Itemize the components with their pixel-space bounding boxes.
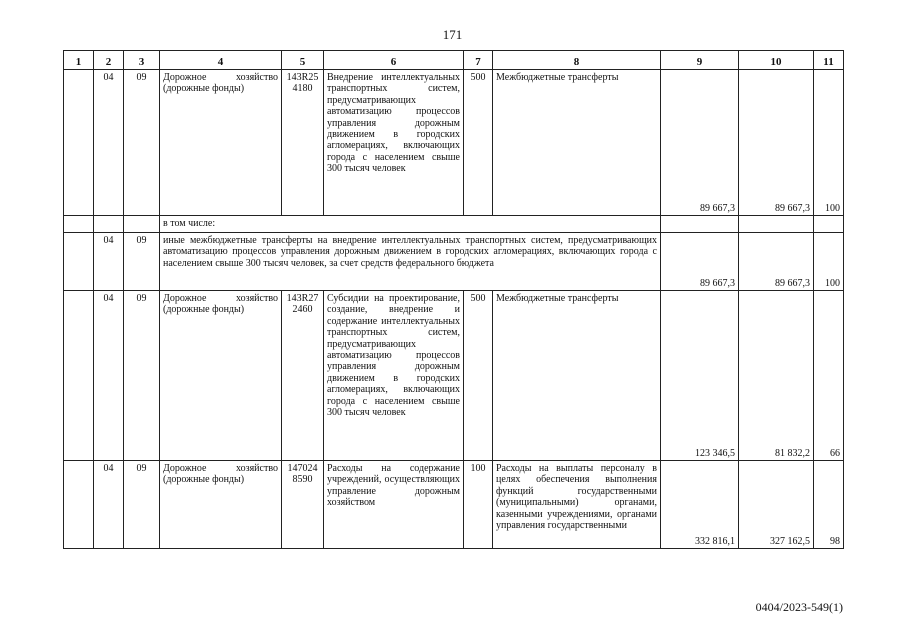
column-number: 3	[124, 51, 160, 70]
cell-empty	[64, 461, 94, 549]
target-article-name: Внедрение интеллектуальных транспортных систем, предусматривающих автоматизацию процессов управления дорожным движением в городских агломерациях, включающих города с населением свыше 300 тысяч человек	[324, 70, 464, 216]
table-row	[64, 291, 844, 461]
subsection-code: 09	[124, 461, 160, 549]
section-code: 04	[94, 233, 124, 291]
section-code: 04	[94, 291, 124, 461]
target-article-code: 143R27 2460	[282, 291, 324, 461]
expense-type-name: Расходы на выплаты персоналу в целях обеспечения выполнения функций государственными (муниципальными) органами, казенными учреждениями, органами управления государственными	[493, 461, 661, 549]
budget-table	[63, 50, 844, 549]
target-article-name: Расходы на содержание учреждений, осуществляющих управление дорожным хозяйством	[324, 461, 464, 549]
subsection-name: Дорожное хозяйство (дорожные фонды)	[160, 291, 282, 461]
expense-type-name: Межбюджетные трансферты	[493, 291, 661, 461]
column-number-row	[64, 51, 844, 70]
subsection-code: 09	[124, 70, 160, 216]
cell-empty	[814, 216, 844, 233]
column-number: 1	[64, 51, 94, 70]
cell-empty	[661, 216, 739, 233]
executed-amount: 89 667,3	[739, 233, 814, 291]
execution-percent: 66	[814, 291, 844, 461]
table-row	[64, 233, 844, 291]
expense-type-code: 500	[464, 70, 493, 216]
transfer-description: иные межбюджетные трансферты на внедрение интеллектуальных транспортных систем, предусматривающих автоматизацию процессов управления дорожным движением в городских агломерациях, включающих города с населением свыше 300 тысяч человек, за счет средств федерального бюджета	[160, 233, 661, 291]
subsection-code: 09	[124, 291, 160, 461]
cell-empty	[64, 291, 94, 461]
table-row	[64, 216, 844, 233]
planned-amount: 332 816,1	[661, 461, 739, 549]
cell-empty	[64, 233, 94, 291]
page-number: 171	[442, 27, 463, 42]
cell-empty	[64, 216, 94, 233]
execution-percent: 100	[814, 233, 844, 291]
column-number: 8	[493, 51, 661, 70]
column-number: 6	[324, 51, 464, 70]
expense-type-code: 500	[464, 291, 493, 461]
cell-empty	[124, 216, 160, 233]
table-row	[64, 70, 844, 216]
expense-type-name: Межбюджетные трансферты	[493, 70, 661, 216]
executed-amount: 89 667,3	[739, 70, 814, 216]
column-number: 7	[464, 51, 493, 70]
executed-amount: 81 832,2	[739, 291, 814, 461]
execution-percent: 98	[814, 461, 844, 549]
planned-amount: 89 667,3	[661, 70, 739, 216]
column-number: 9	[661, 51, 739, 70]
table-row	[64, 461, 844, 549]
column-number: 11	[814, 51, 844, 70]
document-code: 0404/2023-549(1)	[755, 600, 843, 614]
executed-amount: 327 162,5	[739, 461, 814, 549]
subsection-code: 09	[124, 233, 160, 291]
planned-amount: 89 667,3	[661, 233, 739, 291]
section-code: 04	[94, 70, 124, 216]
cell-empty	[64, 70, 94, 216]
cell-empty	[739, 216, 814, 233]
planned-amount: 123 346,5	[661, 291, 739, 461]
subsection-name: Дорожное хозяйство (дорожные фонды)	[160, 70, 282, 216]
target-article-code: 143R25 4180	[282, 70, 324, 216]
target-article-code: 147024 8590	[282, 461, 324, 549]
subsection-name: Дорожное хозяйство (дорожные фонды)	[160, 461, 282, 549]
including-label: в том числе:	[160, 216, 661, 233]
target-article-name: Субсидии на проектирование, создание, внедрение и содержание интеллектуальных транспортных систем, предусматривающих автоматизацию процессов управления дорожным движением в городских агломерациях, включающих города с населением свыше 300 тысяч человек	[324, 291, 464, 461]
expense-type-code: 100	[464, 461, 493, 549]
execution-percent: 100	[814, 70, 844, 216]
section-code: 04	[94, 461, 124, 549]
column-number: 2	[94, 51, 124, 70]
column-number: 5	[282, 51, 324, 70]
column-number: 4	[160, 51, 282, 70]
column-number: 10	[739, 51, 814, 70]
cell-empty	[94, 216, 124, 233]
